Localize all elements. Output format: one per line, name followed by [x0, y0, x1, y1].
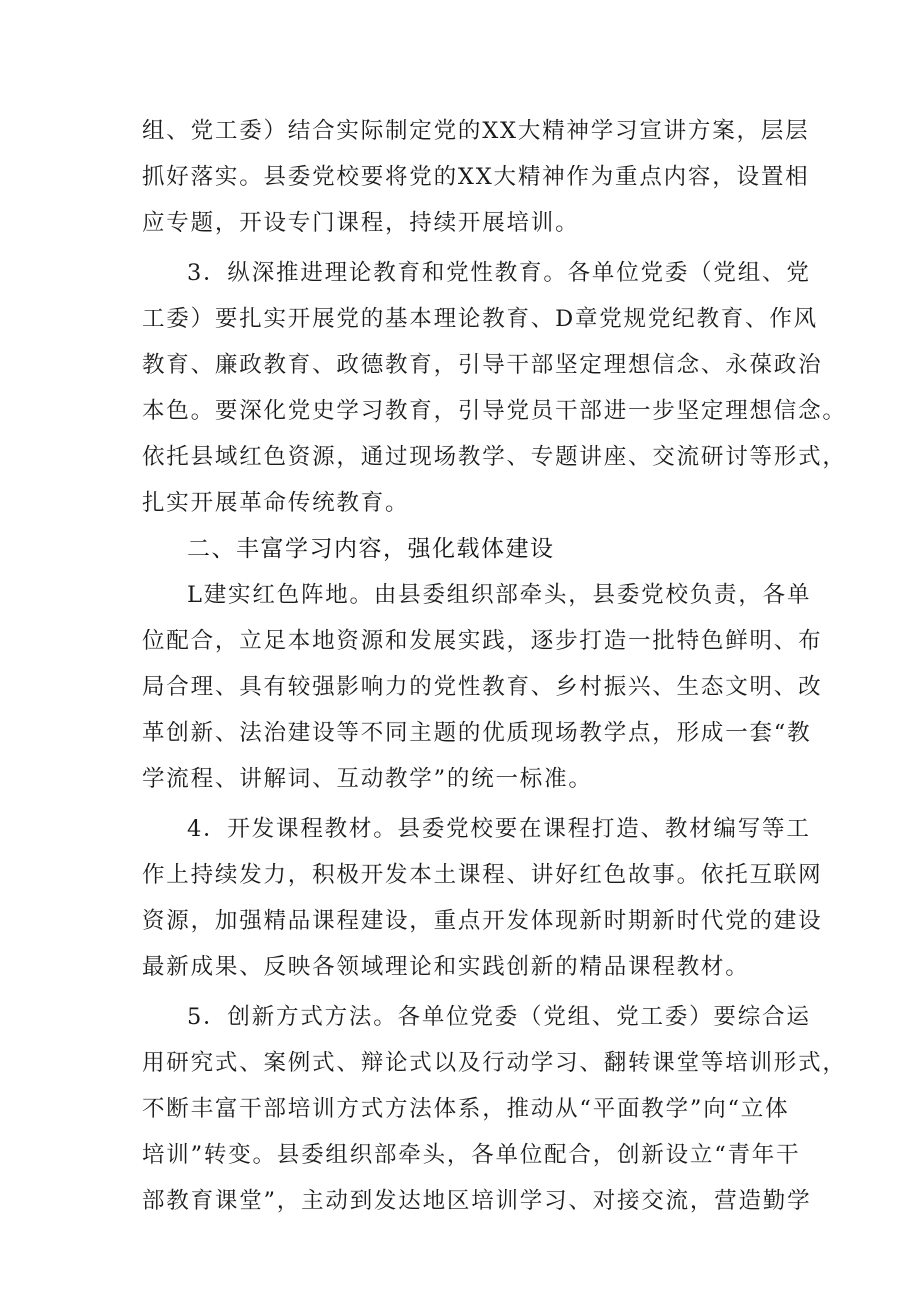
paragraph-5: [142, 994, 847, 1224]
text-line: 用研究式、案例式、辩论式以及行动学习、翻转课堂等培训形式，: [142, 1050, 847, 1076]
text-line: 资源，加强精品课程建设，重点开发体现新时期新时代党的建设: [142, 908, 823, 934]
text-line: 局合理、具有较强影响力的党性教育、乡村振兴、生态文明、改: [142, 674, 823, 700]
text-line: 本色。要深化党史学习教育，引导党员干部进一步坚定理想信念。: [142, 398, 847, 424]
text-line: 应专题，开设专门课程，持续开展培训。: [142, 210, 580, 236]
text-line: 革创新、法治建设等不同主题的优质现场教学点，形成一套“教: [142, 720, 812, 746]
paragraph-L: [142, 572, 823, 802]
text-line: 依托县域红色资源，通过现场教学、专题讲座、交流研讨等形式，: [142, 444, 847, 470]
text-line: 最新成果、反映各领域理论和实践创新的精品课程教材。: [142, 954, 750, 980]
text-line: 部教育课堂”，主动到发达地区培训学习、对接交流，营造勤学: [142, 1188, 812, 1214]
text-line: 组、党工委）结合实际制定党的XX大精神学习宣讲方案，层层: [142, 118, 810, 144]
text-line: 3．纵深推进理论教育和党性教育。各单位党委（党组、党: [187, 260, 811, 286]
text-line: 4．开发课程教材。县委党校要在课程打造、教材编写等工: [187, 816, 811, 842]
text-line: L建实红色阵地。由县委组织部牵头，县委党校负责，各单: [187, 582, 812, 608]
paragraph-4: [142, 806, 823, 990]
text-line: 抓好落实。县委党校要将党的XX大精神作为重点内容，设置相: [142, 164, 810, 190]
text-line: 不断丰富干部培训方式方法体系，推动从“平面教学”向“立体: [142, 1096, 790, 1122]
paragraph-3: [142, 250, 847, 526]
text-line: 扎实开展革命传统教育。: [142, 490, 410, 516]
document-body: [142, 108, 847, 1224]
paragraph-intro: [142, 108, 810, 246]
text-line: 工委）要扎实开展党的基本理论教育、D章党规党纪教育、作风: [142, 306, 818, 332]
text-line: 5．创新方式方法。各单位党委（党组、党工委）要综合运: [187, 1004, 811, 1030]
text-line: 教育、廉政教育、政德教育，引导干部坚定理想信念、永葆政治: [142, 352, 823, 378]
text-line: 位配合，立足本地资源和发展实践，逐步打造一批特色鲜明、布: [142, 628, 823, 654]
section-heading: 二、丰富学习内容，强化载体建设: [187, 536, 555, 562]
text-line: 作上持续发力，积极开发本土课程、讲好红色故事。依托互联网: [142, 862, 823, 888]
text-line: 培训”转变。县委组织部牵头，各单位配合，创新设立“青年干: [142, 1142, 801, 1168]
text-line: 学流程、讲解词、互动教学”的统一标准。: [142, 766, 593, 792]
